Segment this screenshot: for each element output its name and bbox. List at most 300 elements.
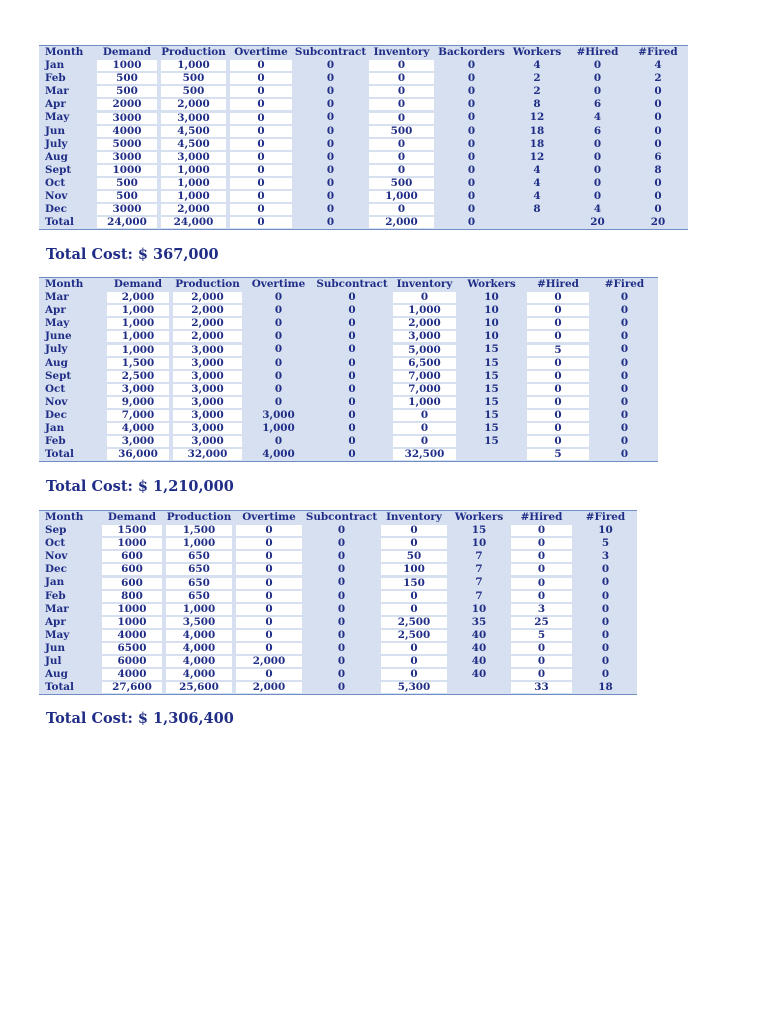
cell-value: 3,000 — [173, 436, 242, 447]
value-cell: 0 — [593, 150, 602, 163]
aggregate-plan-table-3 — [39, 510, 637, 695]
value-cell — [171, 448, 244, 461]
cell-value: 0 — [369, 113, 434, 124]
value-cell — [228, 164, 294, 177]
value-cell — [391, 383, 458, 396]
value-cell: 0 — [593, 72, 602, 85]
cell-value: 5 — [527, 449, 589, 460]
value-cell: 7 — [475, 550, 483, 563]
value-cell: 10 — [598, 524, 613, 537]
value-cell: 8 — [533, 98, 541, 111]
value-cell: 0 — [274, 382, 283, 395]
cell-value: 0 — [230, 165, 292, 176]
value-cell: 0 — [593, 85, 602, 98]
value-cell: 10 — [484, 291, 499, 304]
value-cell — [525, 317, 591, 330]
value-cell: 15 — [484, 422, 499, 435]
value-cell: 0 — [274, 291, 283, 304]
cell-value: 1,000 — [393, 397, 456, 408]
value-cell: 0 — [654, 124, 662, 137]
value-cell — [228, 190, 294, 203]
cell-value: 0 — [511, 643, 572, 654]
cell-value: 1000 — [102, 538, 162, 549]
cell-value: 2000 — [97, 99, 157, 110]
table-row — [39, 655, 637, 668]
value-cell — [95, 59, 159, 72]
cell-value: 1500 — [102, 525, 162, 536]
value-cell — [458, 448, 525, 461]
value-cell: 15 — [484, 356, 499, 369]
month-cell: Apr — [45, 615, 66, 628]
month-cell: May — [45, 317, 70, 330]
value-cell: 0 — [348, 369, 356, 382]
value-cell — [509, 563, 574, 576]
total-row — [39, 681, 637, 694]
value-cell — [525, 304, 591, 317]
value-cell: 0 — [326, 124, 335, 137]
value-cell: 0 — [620, 356, 629, 369]
cell-value: 4,000 — [166, 643, 232, 654]
value-cell: 0 — [274, 369, 283, 382]
value-cell: 0 — [337, 628, 346, 641]
value-cell: 12 — [529, 150, 545, 163]
month-cell: Nov — [45, 550, 68, 563]
value-cell — [164, 524, 234, 537]
cell-value: 3000 — [97, 152, 157, 163]
column-header: #Hired — [576, 46, 619, 58]
value-cell: 0 — [620, 291, 629, 304]
value-cell — [164, 681, 234, 694]
cell-value: 7,000 — [107, 410, 169, 421]
column-header: Production — [166, 511, 232, 523]
value-cell — [367, 164, 436, 177]
value-cell — [525, 448, 591, 461]
value-cell: 0 — [337, 668, 346, 681]
column-header: Subcontract — [294, 46, 367, 58]
column-header: Workers — [454, 511, 504, 523]
value-cell: 0 — [620, 422, 629, 435]
cell-value: 9,000 — [107, 397, 169, 408]
value-cell: 3,000 — [262, 408, 295, 421]
value-cell: 0 — [348, 435, 356, 448]
cell-value: 1,500 — [107, 358, 169, 369]
value-cell — [159, 125, 228, 138]
value-cell — [379, 603, 449, 616]
value-cell — [105, 330, 171, 343]
value-cell: 0 — [601, 641, 610, 654]
value-cell — [525, 383, 591, 396]
value-cell — [171, 383, 244, 396]
cell-value: 0 — [369, 152, 434, 163]
value-cell: 0 — [337, 576, 346, 589]
month-cell: July — [45, 343, 68, 356]
cell-value: 3,000 — [173, 384, 242, 395]
value-cell — [391, 448, 458, 461]
value-cell: 4,000 — [262, 448, 295, 461]
value-cell: 6 — [593, 98, 602, 111]
value-cell — [367, 216, 436, 229]
cell-value: 1000 — [102, 617, 162, 628]
value-cell — [234, 537, 304, 550]
table-3-grid — [39, 511, 637, 694]
value-cell — [171, 422, 244, 435]
value-cell — [159, 203, 228, 216]
value-cell — [100, 524, 164, 537]
cell-value: 500 — [97, 86, 157, 97]
value-cell — [228, 85, 294, 98]
cell-value: 0 — [381, 538, 447, 549]
cell-value: 0 — [236, 669, 302, 680]
cell-value: 600 — [102, 551, 162, 562]
value-cell: 6 — [654, 150, 662, 163]
value-cell: 0 — [467, 190, 476, 203]
table-row — [39, 524, 637, 537]
value-cell — [379, 629, 449, 642]
value-cell: 0 — [337, 615, 346, 628]
cell-value: 0 — [527, 423, 589, 434]
month-cell: Mar — [45, 85, 69, 98]
value-cell — [234, 550, 304, 563]
value-cell: 18 — [529, 137, 545, 150]
value-cell — [164, 629, 234, 642]
value-cell: 0 — [326, 216, 335, 229]
value-cell — [228, 125, 294, 138]
column-header: Demand — [102, 46, 152, 58]
value-cell — [95, 164, 159, 177]
value-cell: 0 — [593, 190, 602, 203]
cell-value: 6500 — [102, 643, 162, 654]
cell-value: 2,000 — [236, 682, 302, 693]
cell-value: 4000 — [102, 630, 162, 641]
value-cell — [164, 603, 234, 616]
value-cell — [234, 603, 304, 616]
month-cell: Feb — [45, 72, 66, 85]
cell-value: 3,000 — [173, 371, 242, 382]
value-cell: 6 — [593, 124, 602, 137]
cell-value: 2,000 — [173, 292, 242, 303]
cell-value: 36,000 — [107, 449, 169, 460]
cell-value: 1,000 — [161, 178, 226, 189]
value-cell — [525, 291, 591, 304]
value-cell — [100, 603, 164, 616]
cell-value: 3,000 — [173, 397, 242, 408]
value-cell: 1,000 — [262, 422, 295, 435]
cell-value: 4000 — [102, 669, 162, 680]
value-cell — [234, 616, 304, 629]
value-cell: 40 — [471, 668, 487, 681]
value-cell: 0 — [467, 216, 476, 229]
value-cell — [367, 125, 436, 138]
value-cell: 4 — [533, 190, 541, 203]
value-cell: 7 — [475, 563, 483, 576]
cell-value: 0 — [381, 591, 447, 602]
table-row — [39, 370, 658, 383]
cell-value: 0 — [230, 204, 292, 215]
value-cell — [525, 409, 591, 422]
cell-value: 7,000 — [393, 371, 456, 382]
cell-value: 3,000 — [107, 384, 169, 395]
cell-value: 4000 — [97, 126, 157, 137]
column-header: Production — [175, 278, 240, 290]
value-cell — [525, 330, 591, 343]
value-cell — [95, 72, 159, 85]
value-cell — [379, 681, 449, 694]
value-cell: 2 — [654, 72, 662, 85]
value-cell — [164, 616, 234, 629]
value-cell — [159, 85, 228, 98]
month-cell: Oct — [45, 176, 66, 189]
cell-value: 0 — [527, 358, 589, 369]
table-row — [39, 111, 688, 124]
value-cell: 10 — [471, 537, 487, 550]
value-cell — [509, 537, 574, 550]
cell-value: 5000 — [97, 139, 157, 150]
cell-value: 0 — [381, 656, 447, 667]
value-cell — [367, 190, 436, 203]
column-header: Overtime — [242, 511, 296, 523]
cell-value: 650 — [166, 578, 232, 589]
value-cell: 0 — [620, 408, 629, 421]
value-cell: 0 — [601, 615, 610, 628]
value-cell: 0 — [654, 111, 662, 124]
cell-value: 2,000 — [107, 292, 169, 303]
table-row — [39, 537, 637, 550]
month-cell: Dec — [45, 408, 67, 421]
value-cell — [367, 177, 436, 190]
value-cell: 0 — [467, 176, 476, 189]
value-cell — [171, 317, 244, 330]
table-row — [39, 603, 637, 616]
cell-value: 500 — [97, 73, 157, 84]
month-cell: Total — [45, 681, 74, 694]
month-cell: Total — [45, 216, 74, 229]
cell-value: 0 — [236, 617, 302, 628]
value-cell: 0 — [274, 395, 283, 408]
cell-value: 0 — [527, 331, 589, 342]
value-cell: 4 — [654, 59, 662, 72]
value-cell — [509, 590, 574, 603]
value-cell: 0 — [337, 655, 346, 668]
cell-value: 5,000 — [393, 345, 456, 356]
value-cell: 0 — [654, 176, 662, 189]
value-cell: 0 — [467, 203, 476, 216]
month-cell: Jan — [45, 422, 65, 435]
cell-value: 1,000 — [166, 604, 232, 615]
column-header: Workers — [512, 46, 562, 58]
value-cell: 0 — [620, 395, 629, 408]
table-row — [39, 330, 658, 343]
cell-value: 0 — [236, 564, 302, 575]
value-cell: 10 — [484, 317, 499, 330]
value-cell: 0 — [348, 382, 356, 395]
cell-value: 1,000 — [107, 318, 169, 329]
value-cell — [509, 655, 574, 668]
value-cell — [234, 681, 304, 694]
value-cell: 18 — [529, 124, 545, 137]
table-2-grid — [39, 278, 658, 461]
month-cell: Mar — [45, 602, 69, 615]
month-cell: Total — [45, 448, 74, 461]
cell-value: 0 — [236, 643, 302, 654]
value-cell — [391, 370, 458, 383]
month-cell: Jun — [45, 641, 66, 654]
value-cell — [449, 681, 509, 694]
cell-value: 0 — [527, 318, 589, 329]
column-header: Overtime — [234, 46, 288, 58]
value-cell: 0 — [326, 150, 335, 163]
value-cell: 0 — [654, 190, 662, 203]
value-cell — [228, 216, 294, 229]
value-cell: 40 — [471, 641, 487, 654]
column-header: Production — [161, 46, 226, 58]
value-cell — [507, 216, 567, 229]
column-header: Workers — [467, 278, 516, 290]
cell-value: 3,500 — [166, 617, 232, 628]
value-cell: 0 — [467, 124, 476, 137]
value-cell — [105, 343, 171, 356]
cell-value: 2,000 — [173, 318, 242, 329]
value-cell — [525, 435, 591, 448]
cell-value: 4,500 — [161, 139, 226, 150]
month-cell: Jul — [45, 655, 62, 668]
cell-value: 0 — [527, 436, 589, 447]
value-cell — [159, 59, 228, 72]
value-cell — [379, 642, 449, 655]
value-cell: 0 — [620, 382, 629, 395]
value-cell — [509, 616, 574, 629]
value-cell: 0 — [467, 137, 476, 150]
value-cell — [509, 681, 574, 694]
cell-value: 0 — [381, 669, 447, 680]
value-cell: 0 — [274, 317, 283, 330]
cell-value: 3000 — [97, 113, 157, 124]
month-cell: June — [45, 330, 72, 343]
value-cell — [234, 524, 304, 537]
cell-value: 4,500 — [161, 126, 226, 137]
value-cell: 15 — [484, 395, 499, 408]
value-cell — [100, 629, 164, 642]
value-cell: 0 — [326, 59, 335, 72]
value-cell — [525, 396, 591, 409]
value-cell — [234, 590, 304, 603]
column-header: Demand — [113, 278, 163, 290]
table-row — [39, 357, 658, 370]
value-cell — [105, 383, 171, 396]
value-cell — [367, 138, 436, 151]
value-cell — [379, 537, 449, 550]
value-cell: 2 — [533, 85, 541, 98]
column-header: Inventory — [386, 511, 442, 523]
cell-value: 500 — [161, 73, 226, 84]
cell-value: 1000 — [97, 165, 157, 176]
table-row — [39, 190, 688, 203]
table-row — [39, 72, 688, 85]
value-cell — [228, 98, 294, 111]
value-cell — [164, 642, 234, 655]
cell-value: 0 — [369, 99, 434, 110]
value-cell — [164, 590, 234, 603]
value-cell — [171, 291, 244, 304]
cell-value: 24,000 — [161, 217, 226, 228]
value-cell — [95, 177, 159, 190]
value-cell — [100, 563, 164, 576]
value-cell: 0 — [326, 163, 335, 176]
cell-value: 800 — [102, 591, 162, 602]
value-cell — [525, 370, 591, 383]
table-row — [39, 291, 658, 304]
value-cell — [367, 98, 436, 111]
value-cell: 0 — [467, 111, 476, 124]
cell-value: 3000 — [97, 204, 157, 215]
value-cell — [164, 563, 234, 576]
value-cell — [525, 343, 591, 356]
value-cell — [171, 330, 244, 343]
value-cell — [367, 203, 436, 216]
value-cell — [367, 151, 436, 164]
cell-value: 600 — [102, 578, 162, 589]
cell-value: 0 — [369, 60, 434, 71]
value-cell: 0 — [348, 422, 356, 435]
value-cell: 0 — [601, 576, 610, 589]
value-cell — [95, 85, 159, 98]
column-header: Overtime — [251, 278, 306, 290]
value-cell: 15 — [484, 369, 499, 382]
cell-value: 0 — [527, 371, 589, 382]
cell-value: 0 — [369, 86, 434, 97]
cell-value: 0 — [236, 538, 302, 549]
cell-value: 2,500 — [381, 630, 447, 641]
value-cell: 0 — [601, 602, 610, 615]
value-cell — [171, 304, 244, 317]
value-cell: 0 — [337, 681, 346, 694]
value-cell — [105, 304, 171, 317]
value-cell — [367, 59, 436, 72]
month-cell: Mar — [45, 291, 69, 304]
value-cell: 0 — [601, 655, 610, 668]
value-cell: 0 — [467, 72, 476, 85]
value-cell: 0 — [467, 98, 476, 111]
table-row — [39, 409, 658, 422]
total-cost-3: Total Cost: $ 1,306,400 — [46, 710, 234, 727]
value-cell — [367, 72, 436, 85]
value-cell: 0 — [337, 641, 346, 654]
value-cell: 0 — [348, 317, 356, 330]
value-cell — [171, 435, 244, 448]
column-header: Inventory — [396, 278, 453, 290]
cell-value: 0 — [369, 73, 434, 84]
value-cell: 0 — [601, 668, 610, 681]
value-cell — [379, 655, 449, 668]
total-cost-1: Total Cost: $ 367,000 — [46, 246, 219, 263]
value-cell — [105, 435, 171, 448]
table-3-header-row — [39, 511, 637, 524]
value-cell — [228, 59, 294, 72]
value-cell: 0 — [274, 304, 283, 317]
value-cell — [159, 177, 228, 190]
value-cell — [391, 357, 458, 370]
value-cell: 0 — [326, 98, 335, 111]
cell-value: 0 — [511, 669, 572, 680]
cell-value: 0 — [236, 604, 302, 615]
column-header: #Hired — [537, 278, 579, 290]
value-cell: 0 — [654, 137, 662, 150]
value-cell — [509, 603, 574, 616]
cell-value: 1,500 — [166, 525, 232, 536]
cell-value: 0 — [230, 73, 292, 84]
cell-value: 1,000 — [161, 60, 226, 71]
cell-value: 0 — [230, 113, 292, 124]
cell-value: 0 — [381, 643, 447, 654]
